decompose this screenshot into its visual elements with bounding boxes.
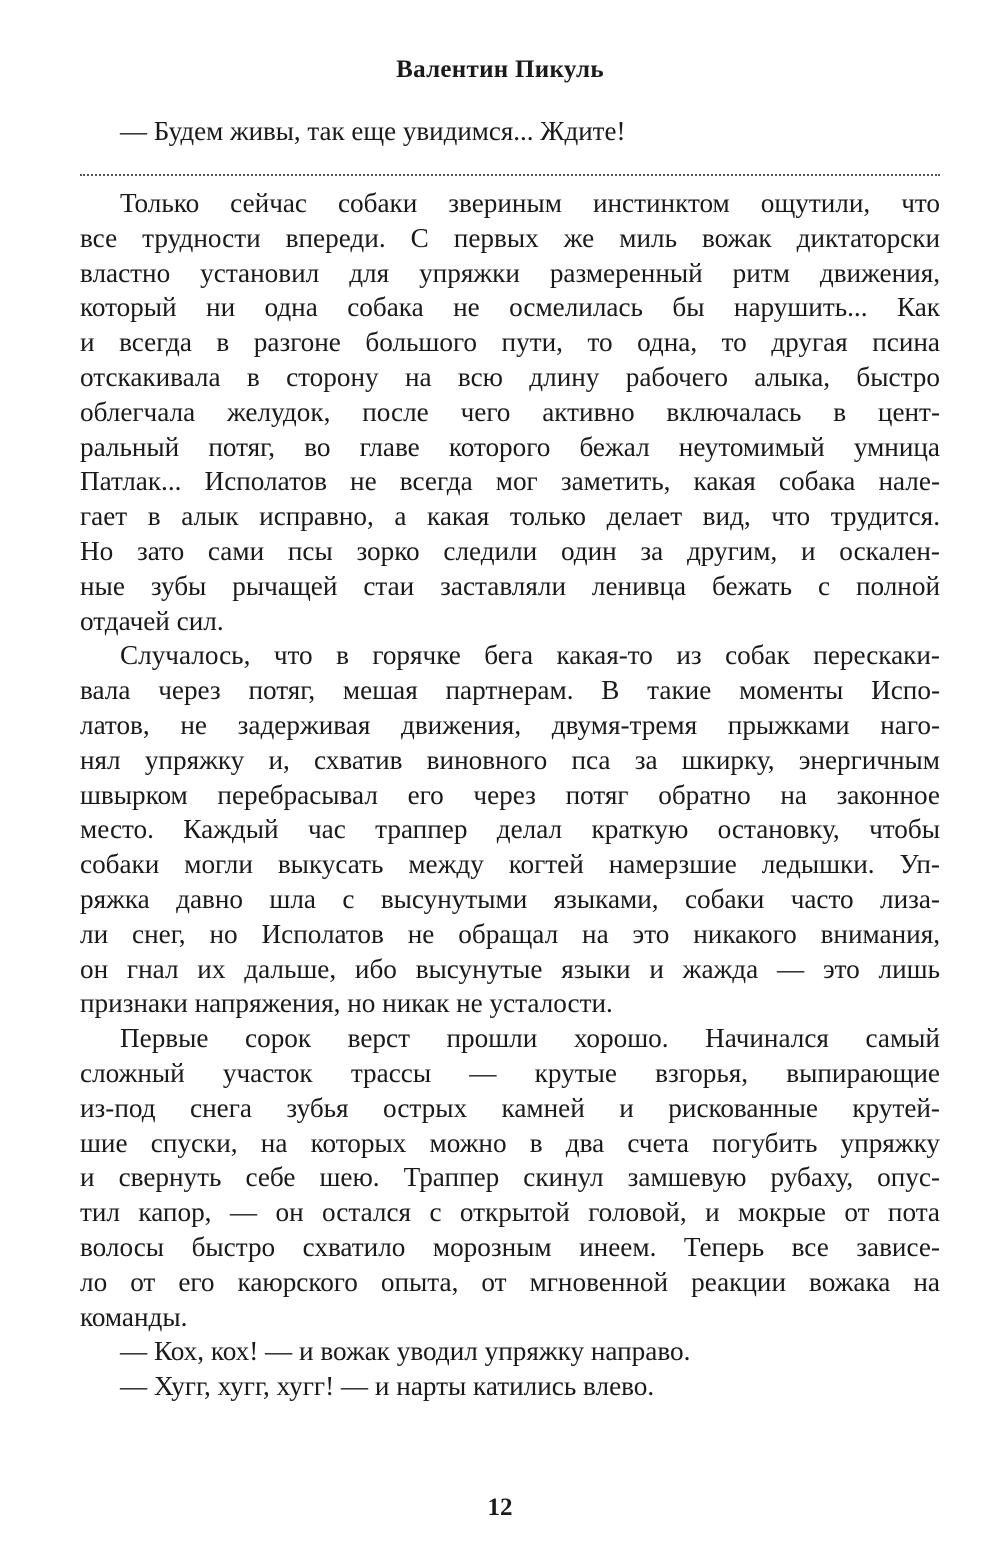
section-divider bbox=[80, 174, 940, 176]
text-line: вала через потяг, мешая партнерам. В такие моменты Испо- bbox=[80, 675, 940, 706]
text-line: ло от его каюрского опыта, от мгновенной реакции вожака на bbox=[80, 1266, 940, 1297]
text-line: собаки могли выкусать между когтей намерзшие ледышки. Уп- bbox=[80, 849, 940, 880]
running-header-author: Валентин Пикуль bbox=[396, 56, 604, 83]
text-line: Первые сорок верст прошли хорошо. Начинался самый bbox=[120, 1023, 940, 1054]
paragraph bbox=[80, 186, 940, 638]
text-line: латов, не задерживая движения, двумя-тремя прыжками наго- bbox=[80, 709, 940, 740]
paragraph bbox=[80, 1021, 940, 1334]
text-line: волосы быстро схватило морозным инеем. Теперь все зависе- bbox=[80, 1231, 940, 1262]
text-line: тил капор, — он остался с открытой головой, и мокрые от пота bbox=[80, 1197, 940, 1228]
text-line: и свернуть себе шею. Траппер скинул замшевую рубаху, опус- bbox=[80, 1162, 940, 1193]
text-line: команды. bbox=[80, 1301, 188, 1332]
text-line: он гнал их дальше, ибо высунутые языки и жажда — это лишь bbox=[80, 953, 940, 984]
text-line: облегчала желудок, после чего активно включалась в цент- bbox=[80, 396, 940, 427]
text-line: ные зубы рычащей стаи заставляли ленивца бежать с полной bbox=[80, 570, 940, 601]
paragraph bbox=[80, 1334, 940, 1369]
text-line: место. Каждый час траппер делал краткую остановку, чтобы bbox=[80, 814, 940, 845]
text-line: Случалось, что в горячке бега какая-то из собак перескаки- bbox=[120, 640, 940, 671]
text-line: и всегда в разгоне большого пути, то одна, то другая псина bbox=[80, 327, 940, 358]
text-line: все трудности впереди. С первых же миль вожак диктаторски bbox=[80, 222, 940, 253]
paragraph bbox=[80, 638, 940, 1021]
paragraph bbox=[80, 1369, 940, 1404]
text-line: который ни одна собака не осмелилась бы нарушить... Как bbox=[80, 292, 940, 323]
text-line: гает в алык исправно, а какая только делает вид, что трудится. bbox=[80, 501, 940, 532]
text-line: швырком перебрасывал его через потяг обратно на законное bbox=[80, 779, 940, 810]
intro-dialogue-line: — Будем живы, так еще увидимся... Ждите! bbox=[120, 116, 626, 146]
text-line: признаки напряжения, но никак не усталости. bbox=[80, 988, 613, 1019]
text-line: Но зато сами псы зорко следили один за другим, и оскален- bbox=[80, 535, 940, 566]
text-line: отдачей сил. bbox=[80, 605, 224, 636]
text-line: — Кох, кох! — и вожак уводил упряжку направо. bbox=[120, 1336, 691, 1367]
text-line: ральный потяг, во главе которого бежал неутомимый умница bbox=[80, 431, 940, 462]
text-line: ли снег, но Исполатов не обращал на это никакого внимания, bbox=[80, 918, 940, 949]
text-line: нял упряжку и, схватив виновного пса за шкирку, энергичным bbox=[80, 744, 940, 775]
text-line: Только сейчас собаки звериным инстинктом ощутили, что bbox=[120, 188, 940, 218]
text-line: Патлак... Исполатов не всегда мог заметить, какая собака нале- bbox=[80, 466, 940, 497]
text-line: сложный участок трассы — крутые взгорья, выпирающие bbox=[80, 1057, 940, 1088]
text-line: — Хугг, хугг, хугг! — и нарты катились влево. bbox=[120, 1371, 655, 1402]
body-text bbox=[80, 186, 940, 1404]
page-number: 12 bbox=[487, 1494, 513, 1521]
text-line: отскакивала в сторону на всю длину рабочего алыка, быстро bbox=[80, 361, 940, 392]
text-line: из-под снега зубья острых камней и рискованные крутей- bbox=[80, 1092, 940, 1123]
text-line: ряжка давно шла с высунутыми языками, собаки часто лиза- bbox=[80, 883, 940, 914]
text-line: властно установил для упряжки размеренный ритм движения, bbox=[80, 257, 940, 288]
text-line: шие спуски, на которых можно в два счета погубить упряжку bbox=[80, 1127, 940, 1158]
